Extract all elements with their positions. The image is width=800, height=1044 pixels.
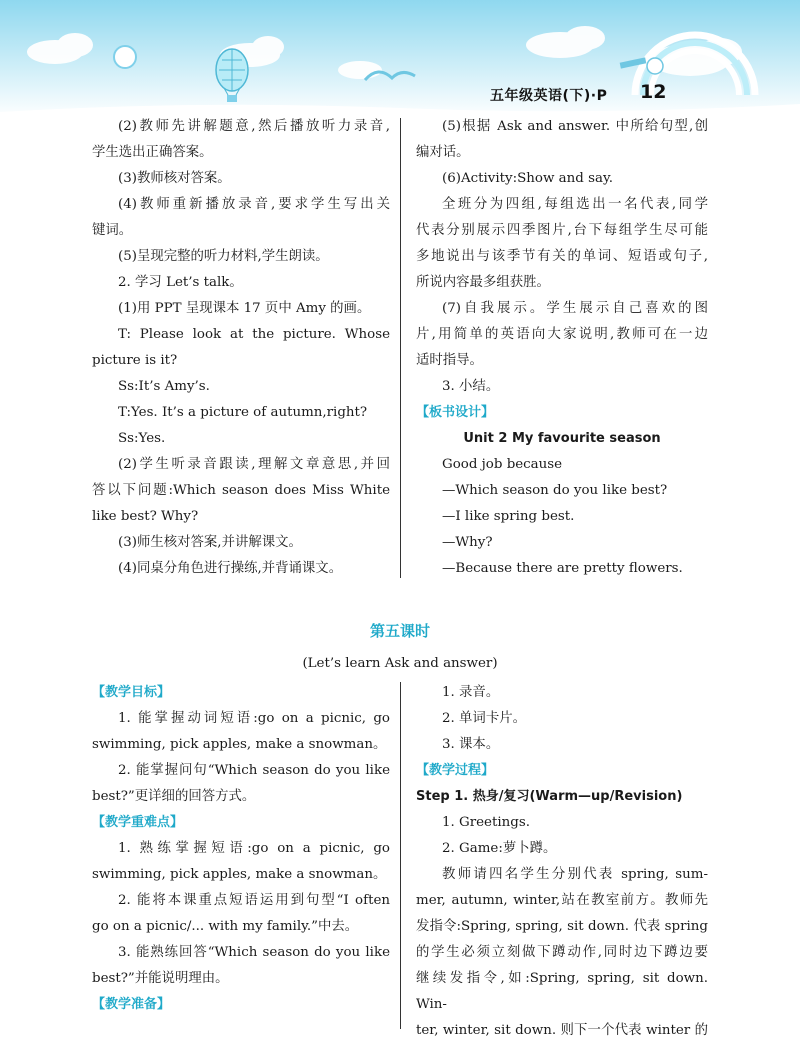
text-line: 片,用简单的英语向大家说明,教师可在一边 [416,327,708,342]
text-line: 答以下问题:Which season does Miss White [92,483,390,498]
text-line: go on a picnic/... with my family.”中去。 [92,919,359,934]
text-line: (7)自我展示。学生展示自己喜欢的图 [442,301,708,316]
text-line: 适时指导。 [416,353,483,368]
text-line: 2. 能将本课重点短语运用到句型“I often [118,893,390,908]
text-line: 学生选出正确答案。 [92,145,213,160]
text-line: 2. 能掌握问句“Which season do you like [118,763,390,778]
right-column-top [416,114,708,582]
board-line: —Why? [442,535,493,550]
text-line: 继续发指令,如:Spring, spring, sit down. Win- [416,971,708,1012]
right-column-bottom [416,680,708,1044]
text-line: 1. 能掌握动词短语:go on a picnic, go [118,711,390,726]
board-line: —I like spring best. [442,509,575,524]
text-line: (3)教师核对答案。 [118,171,231,186]
text-line: 1. Greetings. [442,815,530,830]
text-line: 编对话。 [416,145,470,160]
text-line: T:Yes. It’s a picture of autumn,right? [118,405,368,420]
board-title: Unit 2 My favourite season [463,431,661,446]
left-column-bottom [92,680,390,1018]
text-line: (2)教师先讲解题意,然后播放听力录音, [118,119,390,134]
left-column-top [92,114,390,582]
text-line: 代表分别展示四季图片,台下每组学生尽可能 [416,223,708,238]
text-line: swimming, pick apples, make a snowman。 [92,737,387,752]
text-line: (4)教师重新播放录音,要求学生写出关 [118,197,390,212]
text-line: best?”更详细的回答方式。 [92,789,256,804]
text-line: 3. 课本。 [442,737,500,752]
text-line: 1. 熟练掌握短语:go on a picnic, go [118,841,390,856]
text-line: (3)师生核对答案,并讲解课文。 [118,535,302,550]
teaching-goal-tag: 【教学目标】 [92,685,171,700]
text-line: 所说内容最多组获胜。 [416,275,550,290]
key-points-tag: 【教学重难点】 [92,815,184,830]
board-line: Good job because [442,457,563,472]
text-line: 多地说出与该季节有关的单词、短语或句子, [416,249,708,264]
text-line: 3. 小结。 [442,379,500,394]
column-divider-bottom [400,682,401,1029]
teaching-process-tag: 【教学过程】 [416,763,495,778]
board-line: —Which season do you like best? [442,483,668,498]
text-line: (5)呈现完整的听力材料,学生朗读。 [118,249,329,264]
page-number: 12 [640,81,667,103]
text-line: mer, autumn, winter,站在教室前方。教师先 [416,893,708,908]
text-line: Ss:Yes. [118,431,166,446]
text-line: 1. 录音。 [442,685,500,700]
lesson-title: 第五课时 [369,622,430,640]
text-line: picture is it? [92,353,178,368]
text-line: (4)同桌分角色进行操练,并背诵课文。 [118,561,343,576]
text-line: Ss:It’s Amy’s. [118,379,210,394]
text-line: T: Please look at the picture. Whose [118,327,390,342]
text-line: swimming, pick apples, make a snowman。 [92,867,387,882]
sun-icon [114,46,136,68]
text-line: (1)用 PPT 呈现课本 17 页中 Amy 的画。 [118,301,371,316]
text-line: 键词。 [92,223,133,238]
text-line: 教师请四名学生分别代表 spring, sum- [442,867,708,882]
board-line: —Because there are pretty flowers. [442,561,683,576]
teaching-prep-tag: 【教学准备】 [92,997,171,1012]
lesson-subtitle: (Let’s learn Ask and answer) [302,656,498,671]
text-line: best?”并能说明理由。 [92,971,229,986]
board-design-tag: 【板书设计】 [416,405,495,420]
page-header [490,83,720,109]
header-title: 五年级英语(下)·P [490,88,608,104]
text-line: ter, winter, sit down. 则下一个代表 winter 的 [416,1023,708,1038]
text-line: (5)根据 Ask and answer. 中所给句型,创 [442,119,708,134]
text-line: 全班分为四组,每组选出一名代表,同学 [442,197,708,212]
text-line: like best? Why? [92,509,199,524]
column-divider [400,118,401,578]
step-title: Step 1. 热身/复习(Warm—up/Revision) [416,789,683,804]
text-line: 2. 学习 Let’s talk。 [118,275,243,290]
text-line: (2)学生听录音跟读,理解文章意思,并回 [118,457,390,472]
text-line: 的学生必须立刻做下蹲动作,同时边下蹲边要 [416,945,708,960]
text-line: 2. 单词卡片。 [442,711,526,726]
text-line: 2. Game:萝卜蹲。 [442,841,557,856]
text-line: (6)Activity:Show and say. [442,171,614,186]
text-line: 3. 能熟练回答“Which season do you like [118,945,390,960]
text-line: 发指令:Spring, spring, sit down. 代表 spring [416,919,708,934]
